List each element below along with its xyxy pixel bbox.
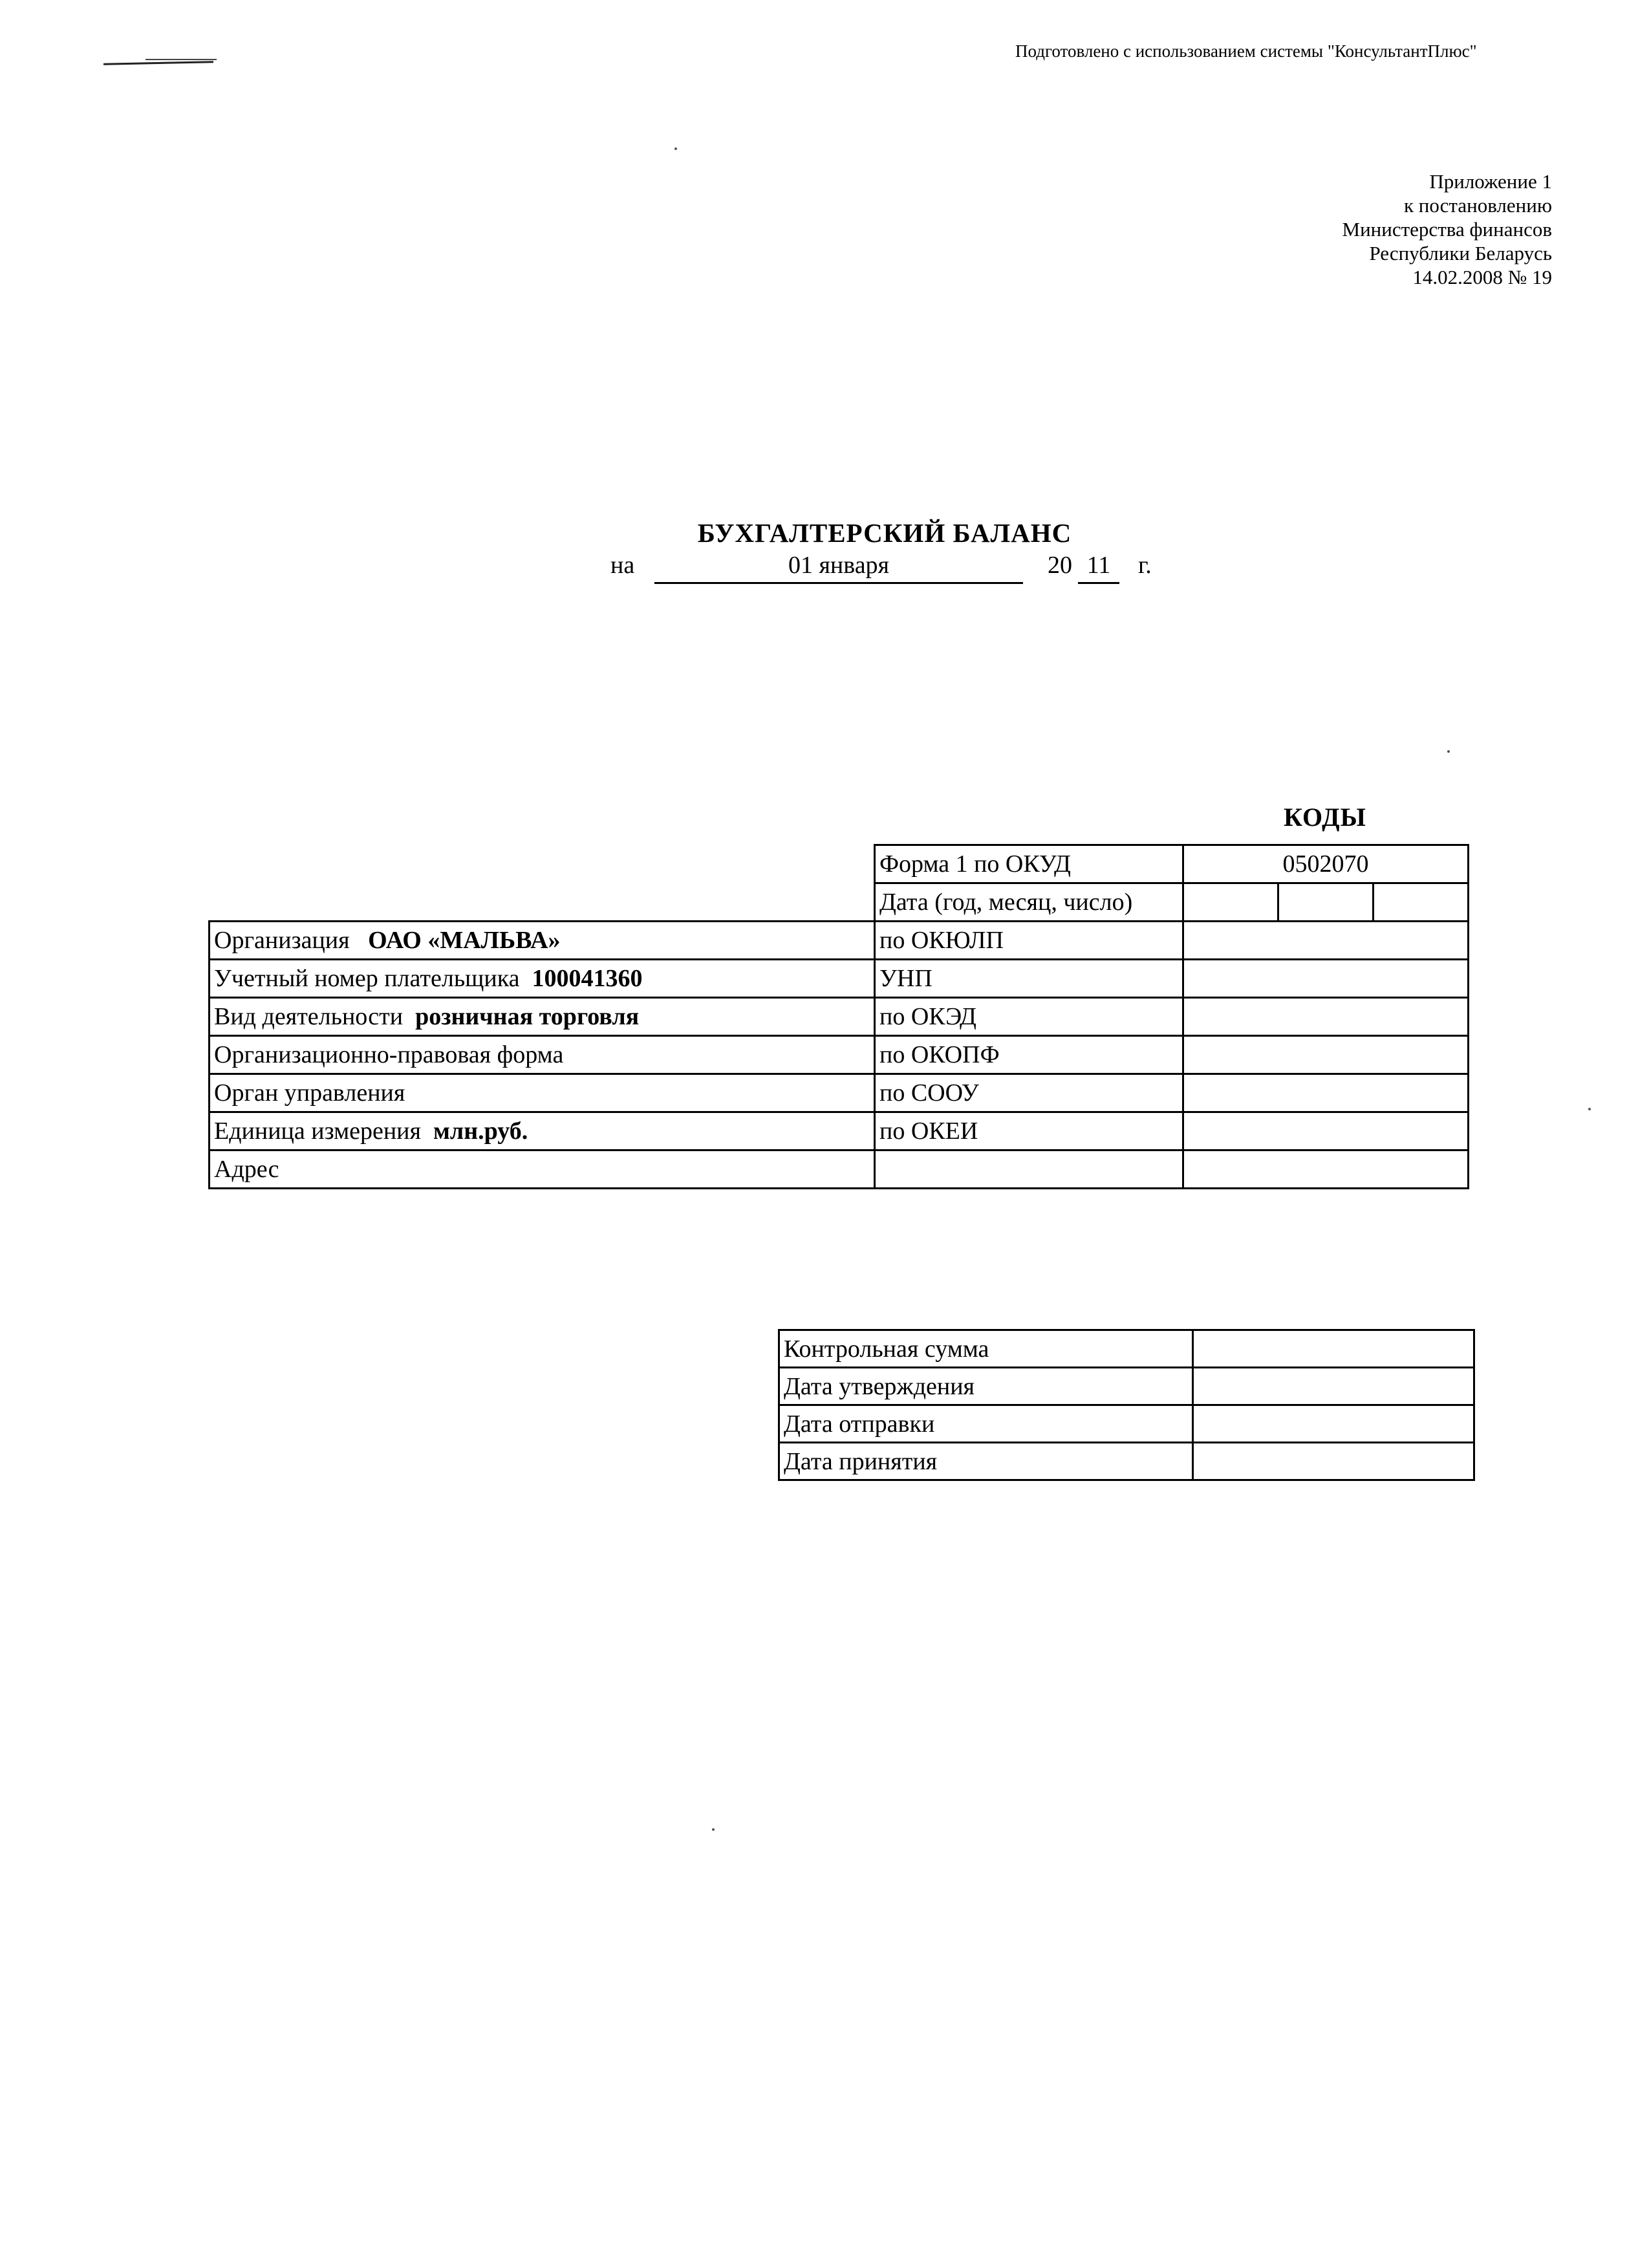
appendix-line: Республики Беларусь: [1369, 242, 1552, 265]
prepared-note: Подготовлено с использованием системы "КонсультантПлюс": [1015, 41, 1477, 61]
form-code: 0502070: [1183, 845, 1469, 883]
control-label: Дата принятия: [779, 1443, 1193, 1480]
table-row: [779, 1330, 1474, 1368]
balance-date: 01 января: [654, 551, 1023, 584]
appendix-block: [1342, 169, 1552, 289]
control-table: [778, 1329, 1475, 1481]
code-label: [875, 1150, 1183, 1189]
control-value: [1193, 1405, 1474, 1443]
code-cell: [1183, 998, 1469, 1036]
row-value: ОАО «МАЛЬВА»: [368, 927, 561, 954]
pen-mark: [103, 61, 213, 65]
row-value: 100041360: [532, 965, 643, 992]
row-label: Организационно-правовая форма: [214, 1041, 564, 1068]
date-day-cell: [1374, 883, 1469, 922]
row-label: Адрес: [214, 1156, 279, 1183]
control-label: Дата отправки: [779, 1405, 1193, 1443]
date-month-cell: [1278, 883, 1374, 922]
year-suffix: г.: [1138, 552, 1152, 579]
table-row: [210, 1150, 1469, 1189]
form-row: [210, 845, 1469, 883]
appendix-line: Приложение 1: [1429, 170, 1552, 193]
code-cell: [1183, 1036, 1469, 1074]
pen-mark: [146, 59, 217, 60]
code-cell: [1183, 960, 1469, 998]
row-label: Учетный номер плательщика: [214, 965, 520, 992]
code-cell: [1183, 1150, 1469, 1189]
table-row: [210, 1036, 1469, 1074]
code-label: УНП: [875, 960, 1183, 998]
date-year-cell: [1183, 883, 1278, 922]
control-label: Контрольная сумма: [779, 1330, 1193, 1368]
codes-heading: КОДЫ: [1284, 803, 1366, 832]
code-label: по СООУ: [875, 1074, 1183, 1112]
scan-speck: [1588, 1108, 1591, 1110]
control-value: [1193, 1330, 1474, 1368]
row-label: Единица измерения: [214, 1118, 421, 1145]
appendix-line: Министерства финансов: [1342, 218, 1552, 241]
code-label: по ОКЮЛП: [875, 922, 1183, 960]
table-row: [210, 1074, 1469, 1112]
code-cell: [1183, 1074, 1469, 1112]
organization-table: [208, 844, 1469, 1189]
scan-speck: [712, 1828, 715, 1831]
scan-speck: [674, 147, 677, 150]
table-row: [779, 1443, 1474, 1480]
code-cell: [1183, 922, 1469, 960]
table-row: [210, 922, 1469, 960]
control-label: Дата утверждения: [779, 1368, 1193, 1405]
code-label: по ОКЕИ: [875, 1112, 1183, 1150]
table-row: [210, 998, 1469, 1036]
appendix-line: к постановлению: [1403, 194, 1552, 217]
date-row: [210, 883, 1469, 922]
year-prefix: 20: [1048, 552, 1072, 579]
row-value: млн.руб.: [433, 1118, 528, 1145]
code-label: по ОКОПФ: [875, 1036, 1183, 1074]
row-label: Вид деятельности: [214, 1003, 404, 1030]
scan-speck: [1447, 750, 1450, 753]
date-prefix: на: [610, 552, 635, 579]
table-row: [779, 1405, 1474, 1443]
row-value: розничная торговля: [415, 1003, 640, 1030]
table-row: [779, 1368, 1474, 1405]
form-label: Форма 1 по ОКУД: [875, 845, 1183, 883]
date-label: Дата (год, месяц, число): [875, 883, 1183, 922]
row-label: Орган управления: [214, 1079, 405, 1107]
appendix-line: 14.02.2008 № 19: [1412, 266, 1552, 288]
control-value: [1193, 1368, 1474, 1405]
code-cell: [1183, 1112, 1469, 1150]
document-title: БУХГАЛТЕРСКИЙ БАЛАНС: [697, 518, 1072, 548]
row-label: Организация: [214, 927, 350, 954]
table-row: [210, 1112, 1469, 1150]
balance-year: 11: [1078, 551, 1119, 584]
code-label: по ОКЭД: [875, 998, 1183, 1036]
control-value: [1193, 1443, 1474, 1480]
table-row: [210, 960, 1469, 998]
